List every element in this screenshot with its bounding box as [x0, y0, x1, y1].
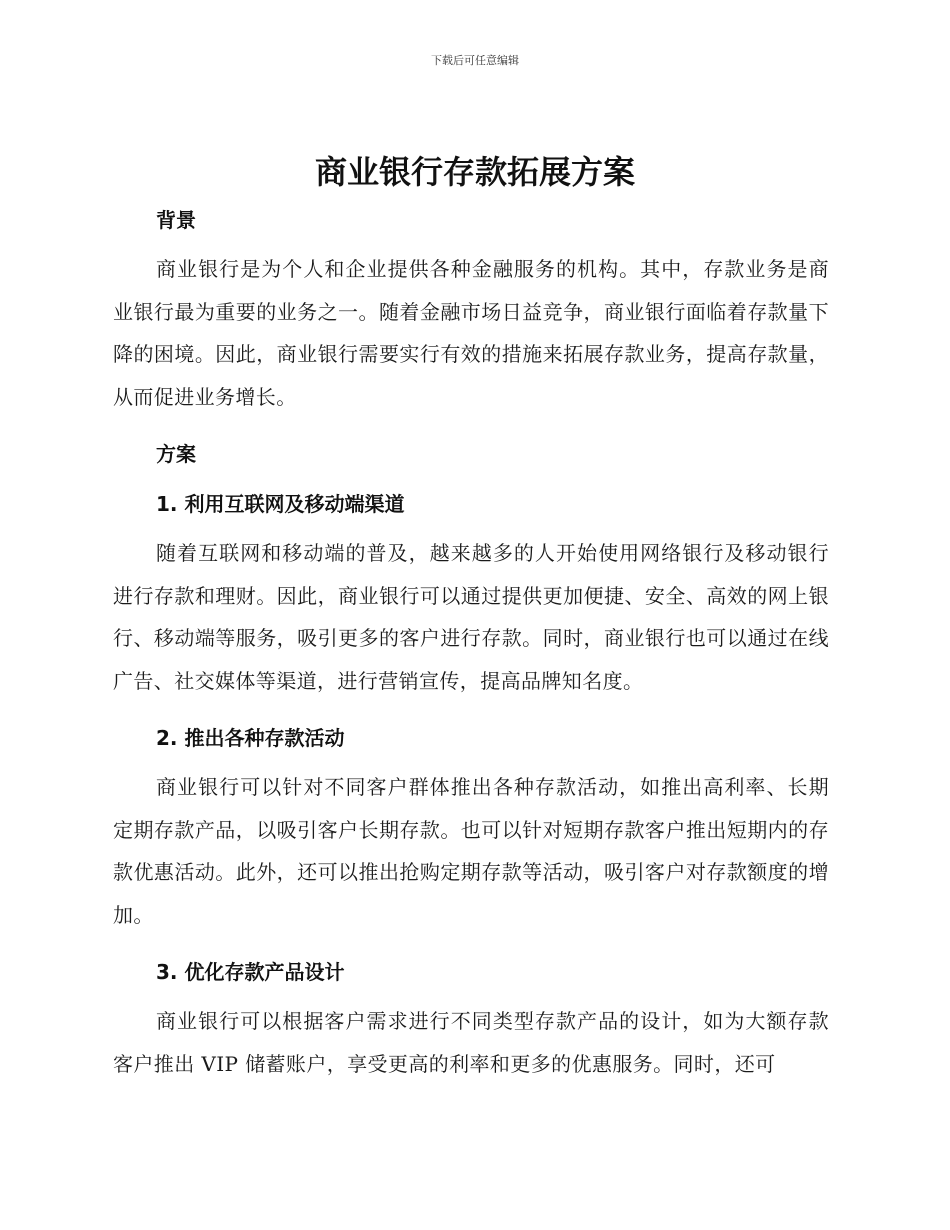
- section-heading-background: 背景: [156, 208, 196, 232]
- paragraph-background: 商业银行是为个人和企业提供各种金融服务的机构。其中，存款业务是商业银行最为重要的业务之一。随着金融市场日益竞争，商业银行面临着存款量下降的困境。因此，商业银行需要实行有效的措施来拓展存款业务，提高存款量，从而促进业务增长。: [113, 257, 829, 409]
- document-title: 商业银行存款拓展方案: [314, 153, 635, 191]
- paragraph-item-1: 随着互联网和移动端的普及，越来越多的人开始使用网络银行及移动银行进行存款和理财。因此，商业银行可以通过提供更加便捷、安全、高效的网上银行、移动端等服务，吸引更多的客户进行存款。同时，商业银行也可以通过在线广告、社交媒体等渠道，进行营销宣传，提高品牌知名度。: [113, 541, 829, 693]
- subsection-heading-1: 1. 利用互联网及移动端渠道: [156, 492, 405, 516]
- subsection-heading-2: 2. 推出各种存款活动: [156, 726, 345, 750]
- paragraph-item-2: 商业银行可以针对不同客户群体推出各种存款活动，如推出高利率、长期定期存款产品，以吸引客户长期存款。也可以针对短期存款客户推出短期内的存款优惠活动。此外，还可以推出抢购定期存款等活动，吸引客户对存款额度的增加。: [113, 775, 829, 927]
- section-heading-plan: 方案: [156, 442, 196, 466]
- paragraph-item-3: 商业银行可以根据客户需求进行不同类型存款产品的设计，如为大额存款客户推出 VIP 储蓄账户，享受更高的利率和更多的优惠服务。同时，还可: [113, 1009, 829, 1076]
- header-note: 下载后可任意编辑: [431, 54, 519, 67]
- document-body: [113, 198, 829, 1085]
- subsection-heading-3: 3. 优化存款产品设计: [156, 960, 345, 984]
